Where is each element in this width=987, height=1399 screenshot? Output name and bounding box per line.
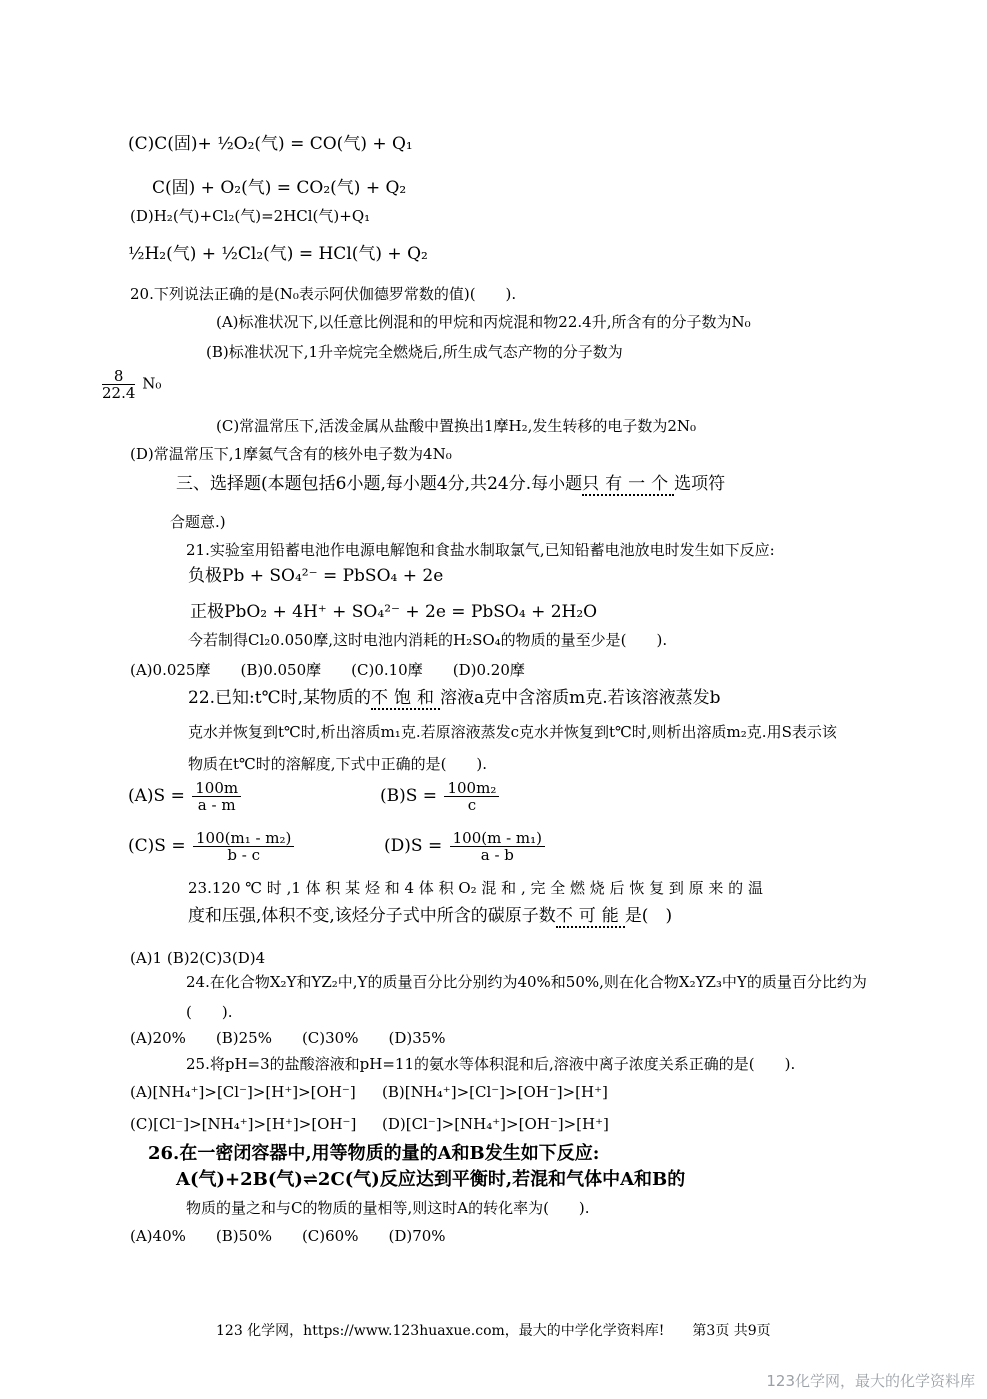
fraction-denominator: 22.4 (102, 384, 136, 402)
q22-option-a (128, 780, 243, 813)
q20-option-d: (D)常温常压下,1摩氦气含有的核外电子数为4N₀ (130, 445, 452, 463)
fraction-numerator: 8 (102, 368, 135, 385)
q19-option-d-eq2: ½H₂(气) + ½Cl₂(气) = HCl(气) + Q₂ (128, 244, 428, 264)
q23-line-1: 23.120 ℃ 时 ,1 体 积 某 烃 和 4 体 积 O₂ 混 和 , 完 全 燃 烧 后 恢 复 到 原 来 的 温 (188, 879, 763, 897)
q21-stem: 21.实验室用铅蓄电池作电源电解饱和食盐水制取氯气,已知铅蓄电池放电时发生如下反应: (186, 541, 775, 559)
q23-line-2-part-a: 度和压强,体积不变,该烃分子式中所含的碳原子数 (188, 906, 556, 926)
fraction (193, 830, 294, 863)
fraction-numerator: 100m₂ (444, 780, 499, 797)
q22-line-1-emphasis: 不饱和 (371, 688, 441, 708)
fraction-denominator: a - b (480, 846, 514, 864)
q19-option-c-eq2: C(固) + O₂(气) = CO₂(气) + Q₂ (152, 178, 407, 198)
section-3-title (176, 474, 725, 494)
q25-option-b: (B)[NH₄⁺]>[Cl⁻]>[OH⁻]>[H⁺] (382, 1083, 608, 1101)
q21-options: (A)0.025摩 (B)0.050摩 (C)0.10摩 (D)0.20摩 (130, 661, 525, 679)
option-label: (C)S = (128, 836, 186, 856)
q20-option-b: (B)标准状况下,1升辛烷完全燃烧后,所生成气态产物的分子数为 (206, 343, 623, 361)
fraction-numerator: 100(m₁ - m₂) (193, 830, 294, 847)
fraction (192, 780, 241, 813)
fraction-denominator: a - m (197, 796, 236, 814)
q25-option-c: (C)[Cl⁻]>[NH₄⁺]>[H⁺]>[OH⁻] (130, 1115, 357, 1133)
q25-option-a: (A)[NH₄⁺]>[Cl⁻]>[H⁺]>[OH⁻] (130, 1083, 356, 1101)
option-label: (D)S = (384, 836, 443, 856)
q22-option-c (128, 830, 296, 863)
section-title-part-b: 选项符 (674, 474, 726, 494)
fraction-numerator: 100(m - m₁) (450, 830, 545, 847)
q22-line-2: 克水并恢复到t℃时,析出溶质m₁克.若原溶液蒸发c克水并恢复到t℃时,则析出溶质m₂克.用S表示该 (188, 723, 837, 741)
q22-option-b (380, 780, 501, 813)
page-number: 第3页 共9页 (692, 1323, 771, 1339)
fraction (102, 368, 135, 401)
fraction (450, 830, 545, 863)
q22-option-d (384, 830, 547, 863)
q25-stem: 25.将pH=3的盐酸溶液和pH=11的氨水等体积混和后,溶液中离子浓度关系正确的是( ). (186, 1055, 796, 1073)
q23-options: (A)1 (B)2(C)3(D)4 (130, 949, 266, 967)
q22-line-1-part-a: 22.已知:t℃时,某物质的 (188, 688, 372, 708)
option-label: (B)S = (380, 786, 438, 806)
fraction (444, 780, 499, 813)
q26-line-1: 26.在一密闭容器中,用等物质的量的A和B发生如下反应: (148, 1143, 600, 1164)
fraction-denominator: b - c (227, 846, 260, 864)
q19-option-d-eq1: (D)H₂(气)+Cl₂(气)=2HCl(气)+Q₁ (130, 207, 371, 225)
q22-line-1-part-b: 溶液a克中含溶质m克.若该溶液蒸发b (440, 688, 721, 708)
q22-line-1 (188, 688, 721, 708)
fraction-numerator: 100m (192, 780, 241, 797)
q22-line-3: 物质在t℃时的溶解度,下式中正确的是( ). (188, 755, 488, 773)
section-3-title-cont: 合题意.) (170, 513, 226, 531)
q20-option-b-tail: N₀ (142, 374, 162, 393)
section-title-part-a: 三、选择题(本题包括6小题,每小题4分,共24分.每小题 (176, 474, 583, 494)
q21-question: 今若制得Cl₂0.050摩,这时电池内消耗的H₂SO₄的物质的量至少是( ). (188, 631, 668, 649)
watermark: 123化学网，最大的化学资料库 (766, 1372, 975, 1390)
q26-line-3: 物质的量之和与C的物质的量相等,则这时A的转化率为( ). (186, 1199, 590, 1217)
q20-option-c: (C)常温常压下,活泼金属从盐酸中置换出1摩H₂,发生转移的电子数为2N₀ (216, 417, 697, 435)
q24-line-2: ( ). (186, 1003, 233, 1021)
q23-line-2-emphasis: 不可能 (555, 906, 625, 926)
q23-line-2-part-b: 是( ) (624, 906, 673, 926)
q20-option-a: (A)标准状况下,以任意比例混和的甲烷和丙烷混和物22.4升,所含有的分子数为N₀ (216, 313, 751, 331)
q21-negative-electrode: 负极Pb + SO₄²⁻ = PbSO₄ + 2e (188, 566, 444, 586)
q19-option-c-eq1: (C)C(固)+ ½O₂(气) = CO(气) + Q₁ (128, 134, 413, 154)
q23-line-2 (188, 906, 672, 926)
q20-option-b-fraction (100, 368, 161, 401)
option-label: (A)S = (128, 786, 185, 806)
fraction-denominator: c (467, 796, 477, 814)
q20-stem: 20.下列说法正确的是(N₀表示阿伏伽德罗常数的值)( ). (130, 285, 517, 303)
section-title-emphasis: 只有一个 (582, 474, 675, 494)
footer-text: 123 化学网，https://www.123huaxue.com，最大的中学化学资料库! (216, 1323, 665, 1339)
q24-line-1: 24.在化合物X₂Y和YZ₂中,Y的质量百分比分别约为40%和50%,则在化合物X₂YZ₃中Y的质量百分比约为 (186, 973, 867, 991)
q21-positive-electrode: 正极PbO₂ + 4H⁺ + SO₄²⁻ + 2e = PbSO₄ + 2H₂O (190, 602, 598, 622)
q26-options: (A)40% (B)50% (C)60% (D)70% (130, 1227, 446, 1245)
page-footer (216, 1320, 771, 1340)
q24-options: (A)20% (B)25% (C)30% (D)35% (130, 1029, 446, 1047)
q26-line-2: A(气)+2B(气)⇌2C(气)反应达到平衡时,若混和气体中A和B的 (176, 1169, 686, 1190)
q25-option-d: (D)[Cl⁻]>[NH₄⁺]>[OH⁻]>[H⁺] (382, 1115, 609, 1133)
